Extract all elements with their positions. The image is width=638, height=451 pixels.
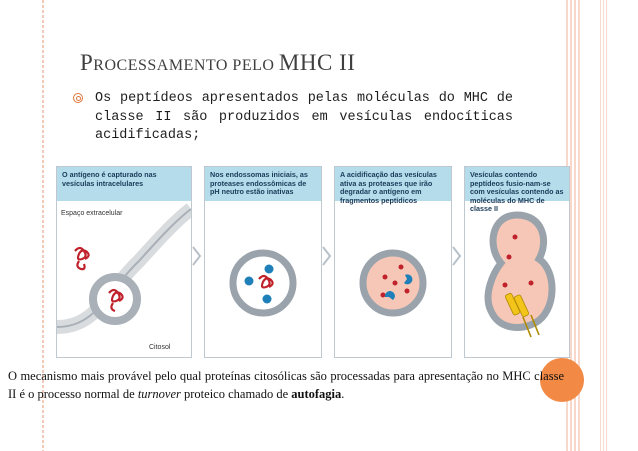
panel-1-illustration: [57, 201, 191, 357]
arrow-right-icon: [322, 246, 332, 266]
panel-1-header: O antígeno é capturado nas vesículas intracelulares: [57, 167, 191, 201]
forming-vesicle: [93, 277, 137, 321]
bullet-circle-icon: [73, 93, 83, 103]
peptide-fragment: [393, 281, 398, 286]
bullet-text: Os peptídeos apresentados pelas moléculas do MHC de classe II são produzidos em vesículas endocíticas acidificadas;: [95, 91, 513, 143]
figure-panel-3: [334, 166, 452, 358]
bullet-item: [73, 90, 513, 146]
footer-paragraph: [8, 368, 564, 403]
slide-title: [80, 50, 355, 76]
panel-3-illustration: [335, 201, 451, 357]
footer-text-1: O mecanismo mais provável pelo qual proteínas citosólicas são processadas para apresentação no MHC classe II é o processo normal de: [8, 369, 564, 401]
panel-4-illustration: [465, 201, 569, 357]
footer-text-end: .: [341, 386, 345, 401]
title-first-letter: P: [80, 50, 94, 75]
protease: [263, 295, 272, 304]
peptide-fragment: [405, 289, 410, 294]
footer-text-2: proteico chamado de: [180, 386, 292, 401]
panel-2-header: Nos endossomas iniciais, as proteases endossômicas de pH neutro estão inativas: [205, 167, 321, 201]
footer-italic-term: turnover: [137, 386, 181, 401]
mhc-processing-figure: [56, 166, 568, 358]
panel-2-illustration: [205, 201, 321, 357]
cytosol-label: Citosol: [149, 344, 171, 351]
peptide-fragment: [399, 265, 404, 270]
peptide-fragment: [503, 283, 508, 288]
protease: [265, 265, 274, 274]
peptide-fragment: [381, 293, 386, 298]
peptide-fragment: [507, 255, 512, 260]
peptide-fragment: [383, 275, 388, 280]
extracellular-label: Espaço extracelular: [61, 210, 123, 217]
figure-panel-2: [204, 166, 322, 358]
panel-4-header: Vesículas contendo peptídeos fusio-nam-se com vesículas contendo as moléculas do MHC de classe II: [465, 167, 569, 201]
peptide-fragment: [529, 281, 534, 286]
figure-panel-1: [56, 166, 192, 358]
peptide-fragment: [513, 235, 518, 240]
arrow-right-icon: [192, 246, 202, 266]
protease: [245, 277, 254, 286]
right-decorative-band-2: [600, 0, 608, 451]
panel-3-header: A acidificação das vesículas ativa as proteases que irão degradar o antígeno em fragmentos peptídicos: [335, 167, 451, 201]
arrow-right-icon: [452, 246, 462, 266]
title-small-caps: ROCESSAMENTO PELO: [93, 57, 279, 74]
figure-panel-4: [464, 166, 570, 358]
antigen-extracellular: [75, 248, 89, 269]
title-mhc: MHC II: [278, 50, 356, 75]
footer-bold-term: autofagia: [291, 386, 342, 401]
